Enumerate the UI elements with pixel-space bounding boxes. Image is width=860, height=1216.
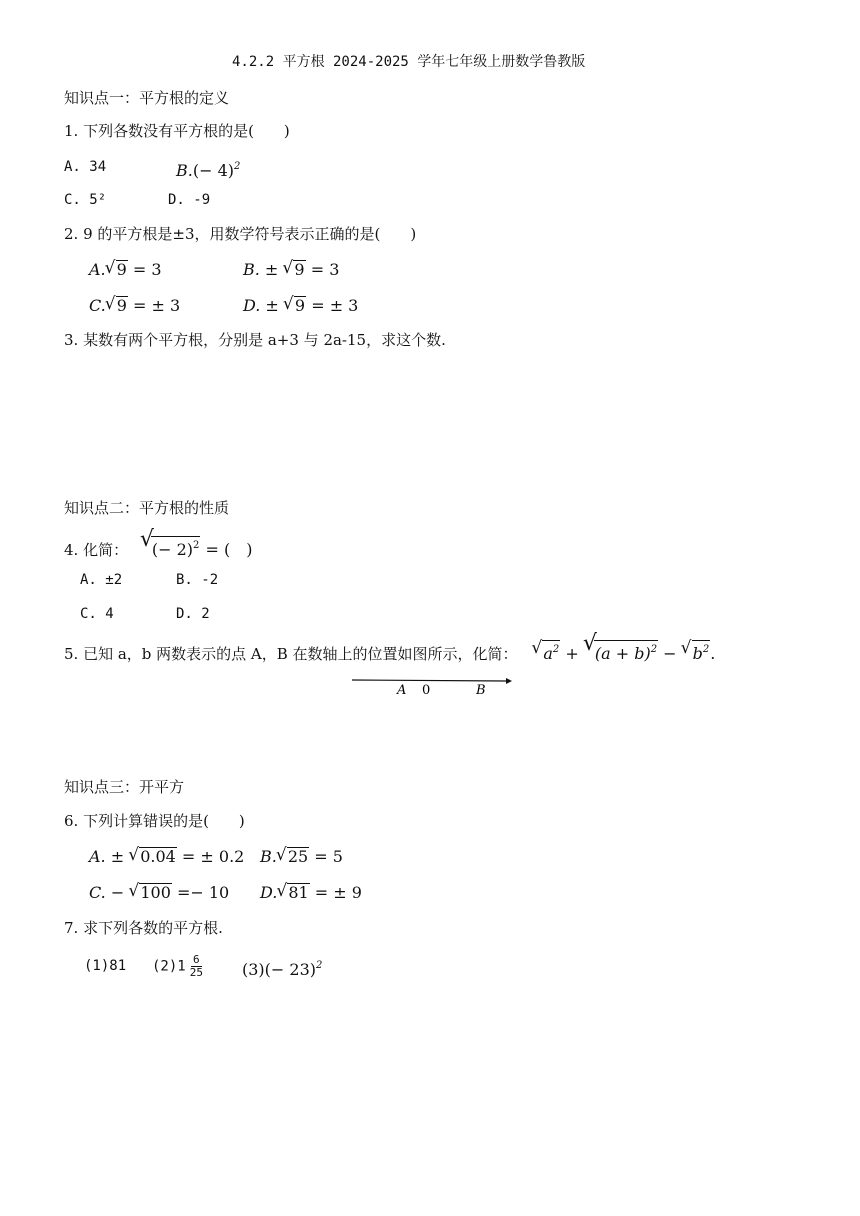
fraction: [190, 954, 203, 979]
sqrt-symbol: [584, 640, 658, 664]
part-label: (2)1: [152, 958, 186, 975]
question-2-stem: 2. 9 的平方根是±3，用数学符号表示正确的是( ): [64, 225, 417, 243]
question-6-option-b: [260, 847, 343, 867]
sqrt-symbol: [682, 640, 711, 664]
exponent: 2: [702, 644, 710, 655]
radicand: 9: [116, 296, 127, 315]
option-label: C.: [89, 296, 106, 315]
question-2-option-a: [89, 260, 162, 280]
part-expression: (− 23): [264, 960, 317, 979]
option-label: B.: [176, 161, 193, 180]
radicand: [151, 536, 201, 559]
question-4-option-c: C. 4: [80, 606, 114, 622]
exponent: 2: [650, 644, 658, 655]
radicand-base: (− 2): [151, 540, 194, 559]
sqrt-symbol: [141, 536, 201, 560]
radicand: [542, 640, 560, 663]
question-6-option-c: [89, 883, 229, 903]
expression-rest: = ( ): [200, 540, 253, 559]
question-2-option-d: [243, 296, 358, 316]
page-title: 4.2.2 平方根 2024-2025 学年七年级上册数学鲁教版: [232, 54, 586, 70]
radicand: 9: [294, 296, 306, 315]
fraction-denominator: 25: [189, 966, 203, 979]
option-rest: = 5: [309, 847, 343, 866]
sqrt-symbol: [532, 640, 560, 664]
radicand: 9: [294, 260, 305, 279]
exponent: 2: [193, 540, 200, 551]
question-1-option-b: [176, 157, 240, 181]
option-rest: =− 10: [171, 883, 230, 902]
sqrt-symbol: [277, 883, 309, 903]
option-label: B. ±: [243, 260, 284, 279]
number-line-arrow: [506, 678, 512, 684]
radicand: 25: [287, 847, 309, 866]
section-heading-1: 知识点一：平方根的定义: [64, 89, 230, 107]
question-1-option-a: A. 34: [64, 159, 107, 175]
option-label: D. ±: [243, 296, 284, 315]
section-heading-3: 知识点三：开平方: [64, 778, 185, 796]
period: .: [710, 644, 716, 663]
sqrt-symbol: [283, 260, 305, 280]
radicand: 9: [116, 260, 127, 279]
sqrt-symbol: [129, 883, 172, 903]
question-7-stem: 7. 求下列各数的平方根.: [64, 919, 223, 937]
option-rest: = ± 3: [306, 296, 359, 315]
option-rest: = 3: [127, 260, 162, 279]
radicand-base: a: [543, 644, 553, 663]
exponent: 2: [552, 644, 560, 655]
option-rest: = 3: [305, 260, 340, 279]
question-2-option-c: [89, 296, 180, 316]
number-line-axis: [352, 680, 506, 681]
question-3-stem: 3. 某数有两个平方根，分别是 a+3 与 2a-15，求这个数.: [64, 331, 446, 349]
question-7-part-1: (1)81: [84, 958, 127, 974]
radicand-base: (a + b): [594, 644, 651, 663]
question-6-option-a: [89, 847, 244, 867]
question-4-option-a: A. ±2: [80, 572, 123, 588]
sqrt-symbol: [106, 260, 128, 280]
option-rest: = ± 9: [309, 883, 362, 902]
number-line-figure: [350, 672, 520, 700]
option-expression: (− 4): [192, 161, 234, 180]
question-5: [64, 640, 715, 664]
question-4: [64, 536, 252, 560]
question-1-stem: 1. 下列各数没有平方根的是( ): [64, 122, 290, 140]
exponent: 2: [316, 960, 323, 971]
radicand-base: b: [692, 644, 703, 663]
part-label: (3): [242, 960, 265, 979]
question-4-expression: [141, 540, 253, 559]
sqrt-symbol: [129, 847, 177, 867]
question-1-option-d: D. -9: [168, 192, 211, 208]
question-5-stem: 5. 已知 a，b 两数表示的点 A，B 在数轴上的位置如图所示，化简：: [64, 645, 518, 663]
section-heading-2: 知识点二：平方根的性质: [64, 499, 230, 517]
question-2-option-b: [243, 260, 339, 280]
sqrt-symbol: [106, 296, 128, 316]
number-line-label-a: A: [397, 683, 407, 698]
minus-sign: −: [658, 644, 682, 663]
question-4-option-d: D. 2: [176, 606, 210, 622]
number-line-label-0: 0: [422, 683, 431, 698]
question-6-option-d: [260, 883, 362, 903]
question-6-stem: 6. 下列计算错误的是( ): [64, 812, 245, 830]
radicand: [692, 640, 711, 663]
option-label: A.: [89, 260, 106, 279]
radicand: 100: [140, 883, 171, 902]
question-4-stem: 4. 化简：: [64, 541, 129, 559]
question-7-part-3: [242, 956, 322, 980]
question-5-expression: [532, 644, 715, 663]
fraction-numerator: 6: [193, 953, 200, 966]
radicand: 81: [288, 883, 309, 902]
question-1-option-c: C. 5²: [64, 192, 107, 208]
radicand: [594, 640, 658, 663]
option-label: B.: [260, 847, 277, 866]
option-rest: = ± 3: [127, 296, 181, 315]
question-4-option-b: B. -2: [176, 572, 219, 588]
option-label: A. ±: [89, 847, 130, 866]
plus-sign: +: [560, 644, 584, 663]
sqrt-symbol: [277, 847, 309, 867]
option-label: C. −: [89, 883, 130, 902]
number-line-label-b: B: [476, 683, 486, 698]
option-label: D.: [260, 883, 278, 902]
radicand: 0.04: [140, 847, 176, 866]
option-rest: = ± 0.2: [176, 847, 245, 866]
exponent: 2: [234, 161, 241, 172]
question-7-part-2: [152, 954, 203, 979]
sqrt-symbol: [284, 296, 306, 316]
